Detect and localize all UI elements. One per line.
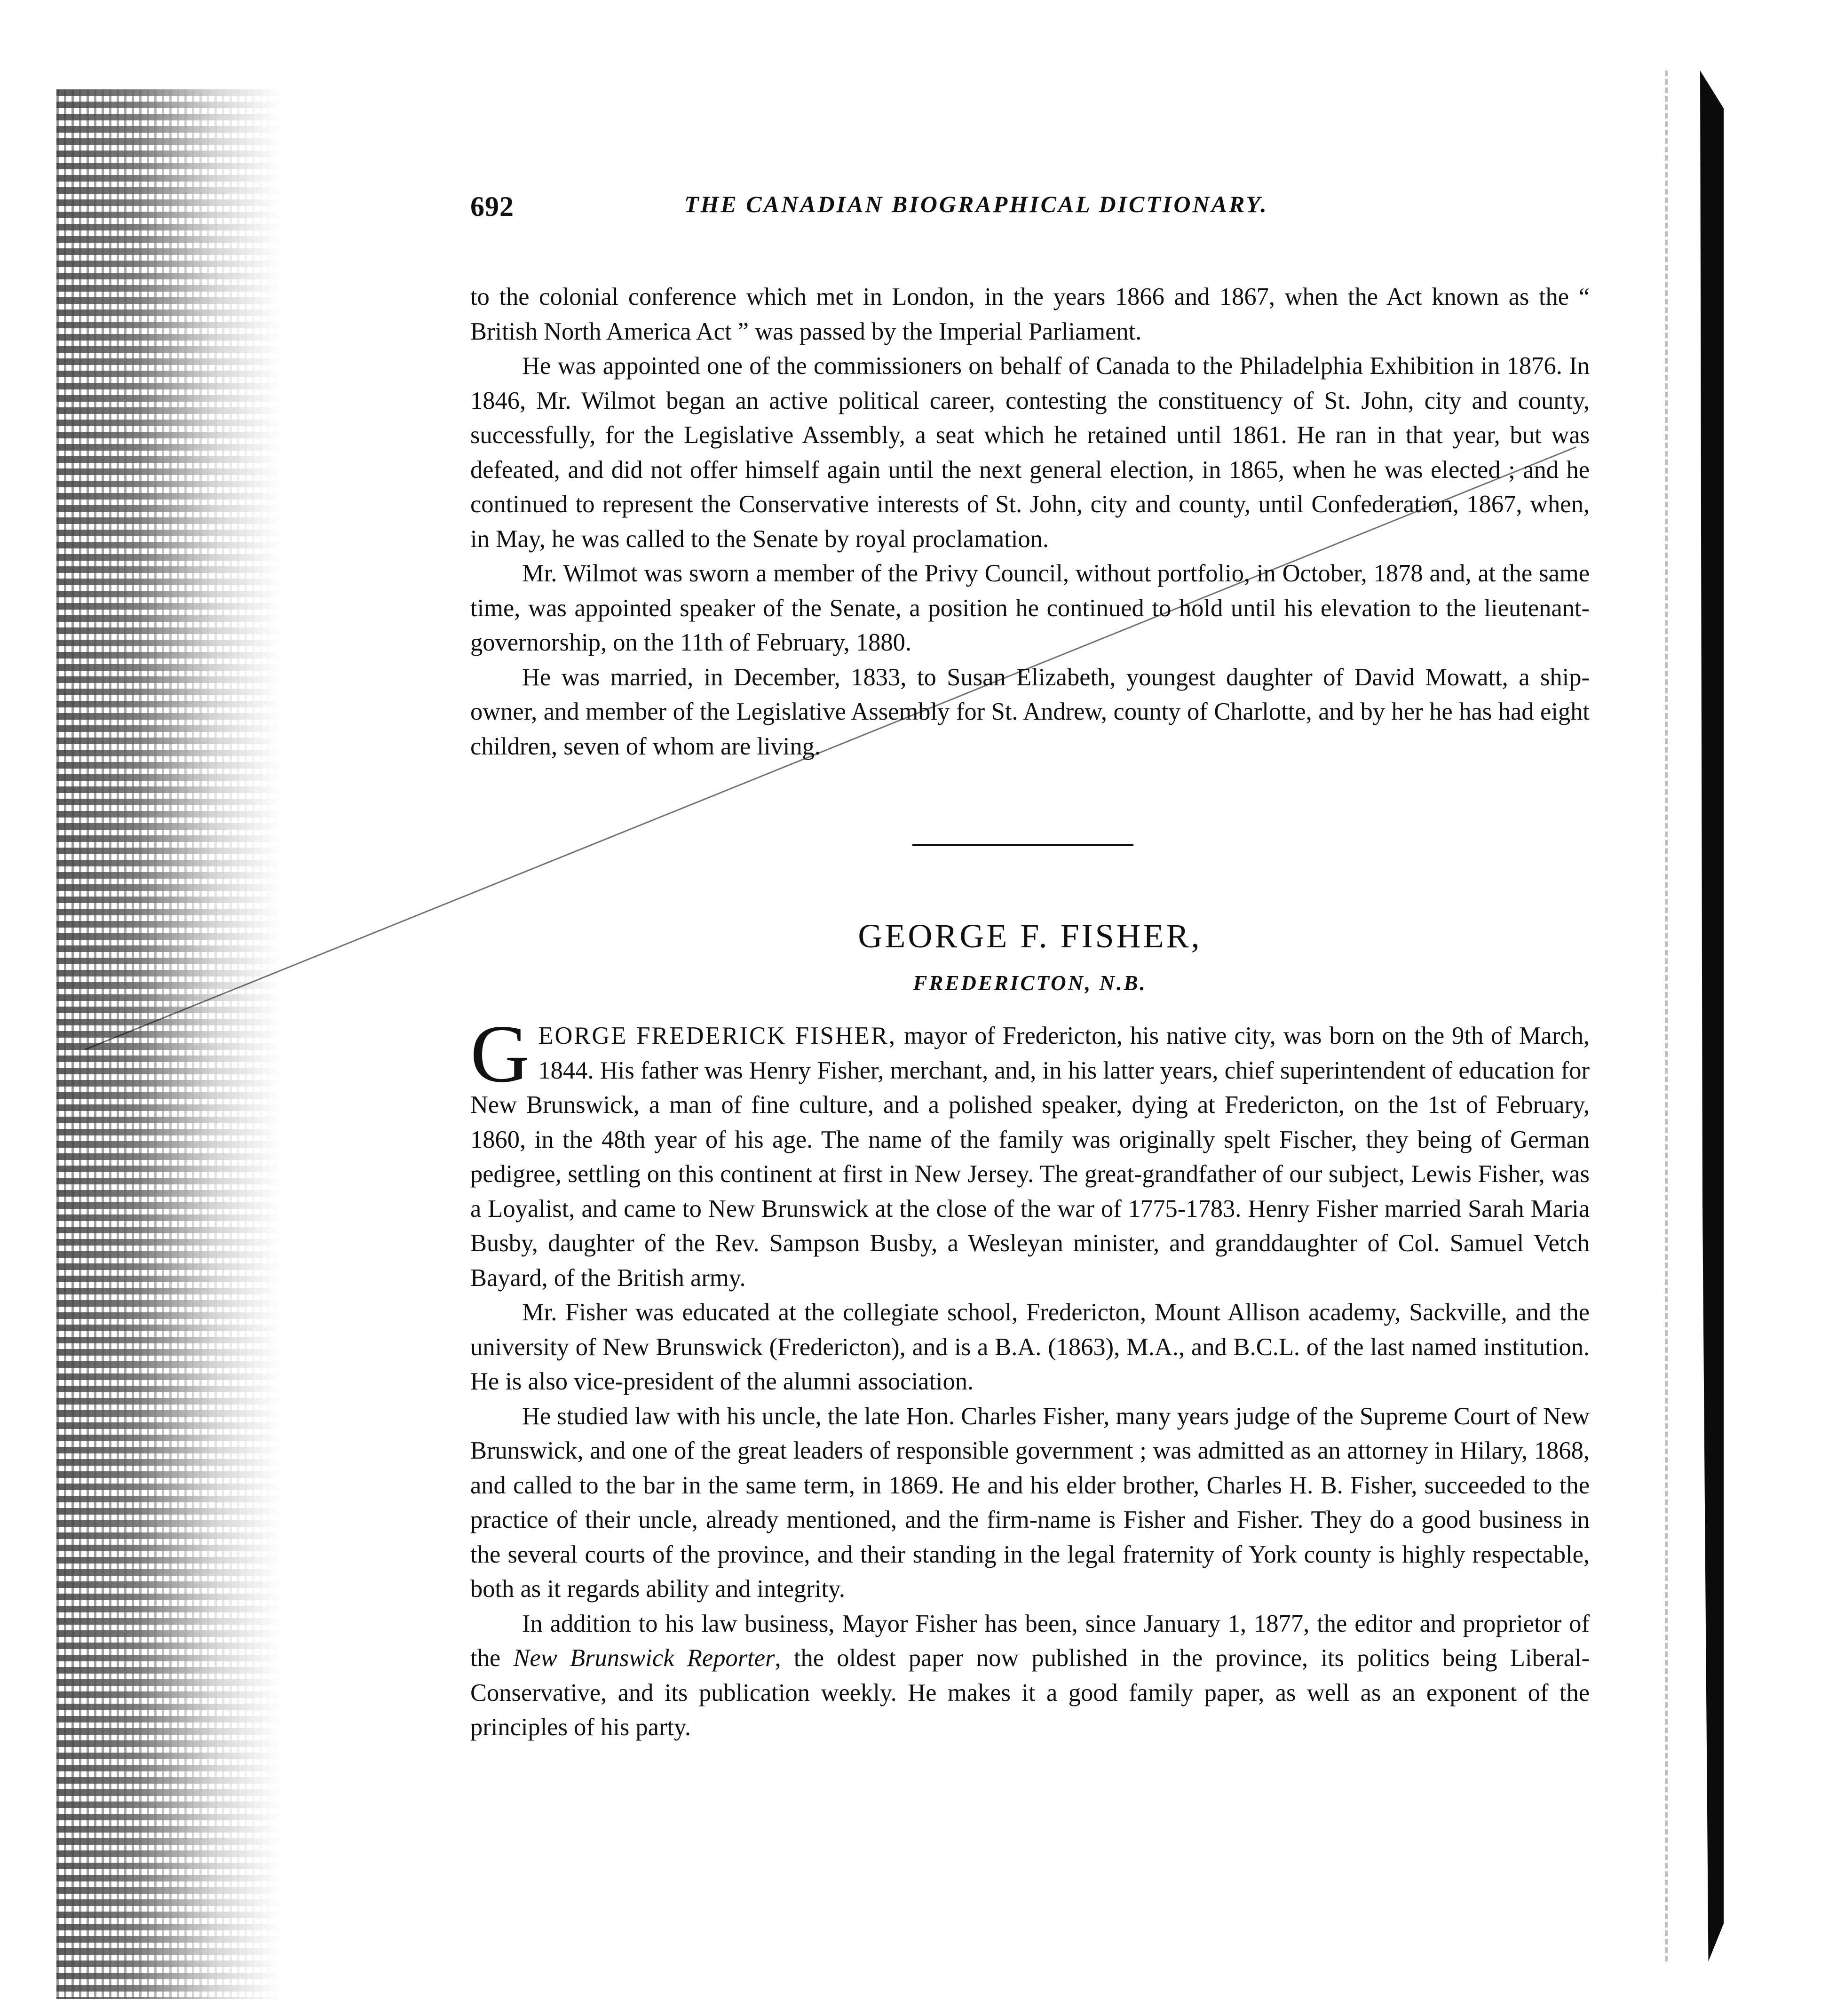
entry-paragraph-1 — [470, 1008, 1590, 1295]
page-number: 692 — [470, 191, 514, 222]
scan-artifact-left — [56, 89, 282, 1999]
entry-paragraph-1-text: mayor of Fredericton, his native city, was born on the 9th of March, 1844. His father was Henry Fisher, merchant, and, in his latter years, chief superintendent of education for New Brunswick, a man of fine culture, and a polished speaker, dying at Fredericton, on the 1st of February, 1860, in the 48th year of his age. The name of the family was originally spelt Fischer, they being of German pedigree, settling on this continent at first in New Jersey. The great-grandfather of our subject, Lewis Fisher, was a Loyalist, and came to New Brunswick at the close of the war of 1775-1783. Henry Fisher married Sarah Maria Busby, daughter of the Rev. Sampson Busby, a Wesleyan minister, and granddaughter of Col. Samuel Vetch Bayard, of the British army. — [470, 1022, 1590, 1292]
drop-cap: G — [470, 1008, 530, 1099]
entry-paragraph-4-text-b: , the oldest paper now published in the province, its politics being Liberal-Conservative, and its publication weekly. He makes it a good family paper, as well as an exponent of the principles of his party. — [470, 1644, 1590, 1741]
newspaper-title: New Brunswick Reporter — [513, 1644, 775, 1672]
book-page — [470, 179, 1590, 1745]
previous-entry-text — [470, 280, 1590, 764]
previous-entry-paragraph: He was married, in December, 1833, to Susan Elizabeth, youngest daughter of David Mowatt, a ship-owner, and member of the Legislative Assembly for St. Andrew, county of Charlotte, and by her he has had eight children, seven of whom are living. — [470, 663, 1590, 760]
previous-entry-paragraph: to the colonial conference which met in London, in the years 1866 and 1867, when the Act known as the “ British North America Act ” was passed by the Imperial Parliament. — [470, 283, 1590, 345]
scan-artifact-right-speckle — [1665, 71, 1696, 1961]
running-head — [470, 179, 1590, 221]
entry-text — [470, 1008, 1590, 1745]
entry-lead-caps: EORGE FREDERICK FISHER, — [538, 1022, 897, 1049]
entry-heading: GEORGE F. FISHER, — [858, 917, 1202, 955]
section-divider — [912, 844, 1133, 846]
previous-entry-paragraph: Mr. Wilmot was sworn a member of the Privy Council, without portfolio, in October, 1878 and, at the same time, was appointed speaker of the Senate, a position he continued to hold until his elevation to the lieutenant-governorship, on the 11th of February, 1880. — [470, 560, 1590, 656]
entry-paragraph-4 — [470, 1607, 1590, 1745]
previous-entry-paragraph: He was appointed one of the commissioners on behalf of Canada to the Philadelphia Exhibition in 1876. In 1846, Mr. Wilmot began an active political career, contesting the constituency of St. John, city and county, successfully, for the Legislative Assembly, a seat which he retained until 1861. He ran in that year, but was defeated, and did not offer himself again until the next general election, in 1865, when he was elected ; and he continued to represent the Conservative interests of St. John, city and county, until Confederation, 1867, when, in May, he was called to the Senate by royal proclamation. — [470, 352, 1590, 553]
entry-paragraph-3: He studied law with his uncle, the late Hon. Charles Fisher, many years judge of the Supreme Court of New Brunswick, and one of the great leaders of responsible government ; was admitted as an attorney in Hilary, 1868, and called to the bar in the same term, in 1869. He and his elder brother, Charles H. B. Fisher, succeeded to the practice of their uncle, already mentioned, and the firm-name is Fisher and Fisher. They do a good business in the several courts of the province, and their standing in the legal fraternity of York county is highly respectable, both as it regards ability and integrity. — [470, 1402, 1590, 1603]
running-title: THE CANADIAN BIOGRAPHICAL DICTIONARY. — [684, 191, 1268, 217]
entry-place: FREDERICTON, N.B. — [913, 971, 1147, 995]
entry-paragraph-2: Mr. Fisher was educated at the collegiate school, Fredericton, Mount Allison academy, Sackville, and the university of New Brunswick (Fredericton), and is a B.A. (1863), M.A., and B.C.L. of the last named institution. He is also vice-president of the alumni association. — [470, 1299, 1590, 1395]
scan-artifact-right-bar — [1700, 71, 1724, 1961]
entry-paragraph-4-text-a: In addition to his law business, Mayor Fisher has been, since January 1, 1877, the editor and proprietor of the — [470, 1610, 1590, 1672]
